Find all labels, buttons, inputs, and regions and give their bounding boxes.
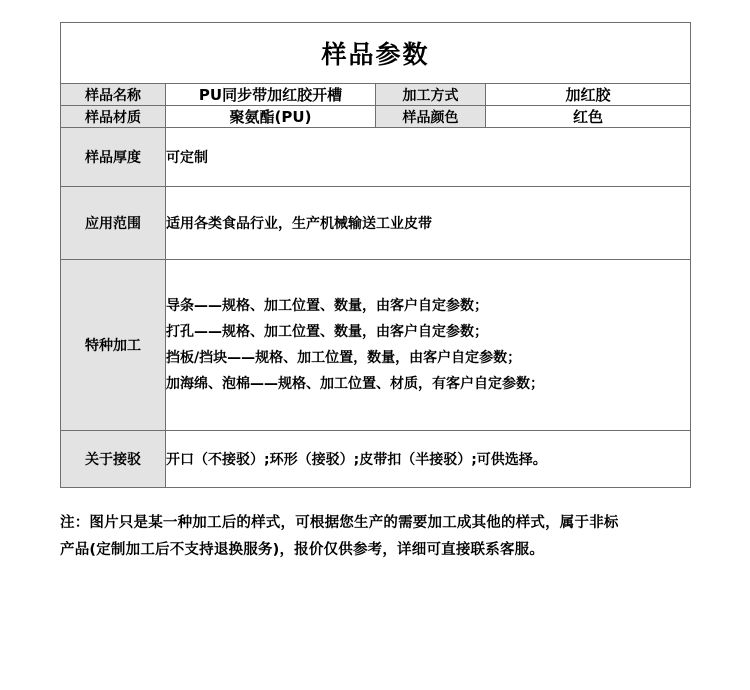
table-row [61,187,691,260]
footnote-line-2: 产品(定制加工后不支持退换服务)，报价仅供参考，详细可直接联系客服。 [60,542,545,558]
row-label-color: 样品颜色 [376,106,486,128]
row-label-application: 应用范围 [61,187,166,260]
page-title: 样品参数 [61,23,691,84]
footnote-line-1: 注：图片只是某一种加工后的样式，可根据您生产的需要加工成其他的样式，属于非标 [60,515,619,531]
row-value-special-process [166,260,691,431]
table-row [61,84,691,106]
special-process-line: 挡板/挡块——规格、加工位置，数量，由客户自定参数； [166,350,522,366]
row-value-color: 红色 [486,106,691,128]
spec-table [60,22,691,488]
table-row-title [61,23,691,84]
row-value-application: 适用各类食品行业，生产机械输送工业皮带 [166,187,691,260]
footnote [60,510,690,564]
table-row [61,128,691,187]
row-value-process-method: 加红胶 [486,84,691,106]
table-row [61,106,691,128]
special-process-line: 打孔——规格、加工位置、数量，由客户自定参数； [166,324,488,340]
row-value-material: 聚氨酯(PU) [166,106,376,128]
table-row [61,260,691,431]
row-label-material: 样品材质 [61,106,166,128]
row-label-thickness: 样品厚度 [61,128,166,187]
row-value-thickness: 可定制 [166,128,691,187]
row-label-process-method: 加工方式 [376,84,486,106]
row-value-joining: 开口（不接驳）;环形（接驳）;皮带扣（半接驳）;可供选择。 [166,431,691,488]
row-label-special-process: 特种加工 [61,260,166,431]
row-label-joining: 关于接驳 [61,431,166,488]
row-value-sample-name: PU同步带加红胶开槽 [166,84,376,106]
special-process-line: 加海绵、泡棉——规格、加工位置、材质，有客户自定参数； [166,376,544,392]
special-process-line: 导条——规格、加工位置、数量，由客户自定参数； [166,298,488,314]
table-row [61,431,691,488]
row-label-sample-name: 样品名称 [61,84,166,106]
